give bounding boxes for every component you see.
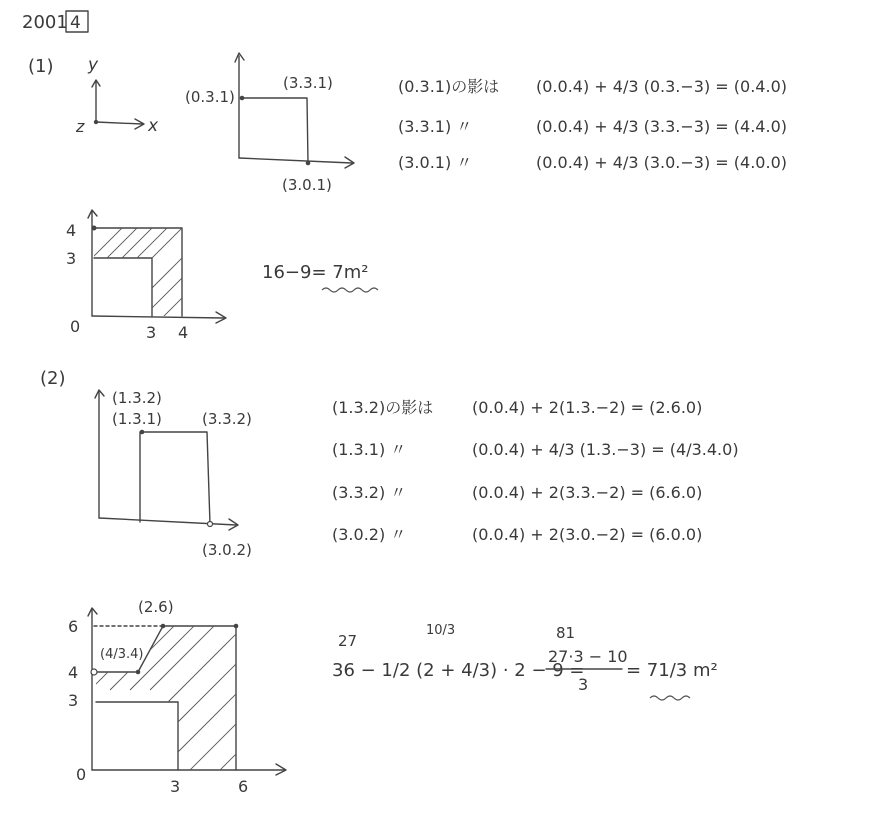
eq2-1-rhs: (0.0.4) + 2(1.3.−2) = (2.6.0) [472,398,703,417]
fig2-tick-x3: 3 [146,323,157,342]
fig2-inner-square [94,258,152,316]
fig1-point-031: (0.3.1) [185,88,235,106]
fig2-tick-y4: 4 [66,221,77,240]
axis-y-label: y [88,55,99,75]
part1-result-underline [322,288,378,292]
eq1-1-lhs: (0.3.1)の影は [398,77,500,96]
fig3-x-axis [99,518,236,525]
year-label: 2001 [22,12,68,33]
fig1-rect-edges [242,98,308,163]
fig3-point-332: (3.3.2) [202,410,252,428]
axis-z-label: z [76,117,85,136]
part2-shadow-figure [88,608,286,790]
fig1-point-331: (3.3.1) [283,74,333,92]
eq2-2-rhs: (0.0.4) + 4/3 (1.3.−3) = (4/3.4.0) [472,440,739,459]
fig4-inner-square [96,702,178,770]
part1-label: (1) [28,56,54,77]
eq2-4-rhs: (0.0.4) + 2(3.0.−2) = (6.0.0) [472,525,703,544]
eq2-3-rhs: (0.0.4) + 2(3.3.−2) = (6.6.0) [472,483,703,502]
annot-10-3: 10/3 [426,623,456,638]
eq2-3-lhs: (3.3.2) 〃 [332,483,407,502]
eq1-1-rhs: (0.0.4) + 4/3 (0.3.−3) = (0.4.0) [536,77,787,96]
part1-shadow-figure [80,210,226,340]
annot-27: 27 [338,632,358,650]
fig2-tick-x4: 4 [178,323,189,342]
area-fraction-den: 3 [578,675,589,694]
part2-label: (2) [40,368,66,389]
fig4-point-4-3-4: (4/3.4) [100,647,144,662]
part1-area-result: 16−9= 7m² [262,262,369,283]
fig3-point-131: (1.3.1) [112,410,162,428]
part2-equations [332,398,739,544]
axes-origin-dot [94,120,98,124]
fig4-outer-right [163,626,236,770]
eq1-2-lhs: (3.3.1) 〃 [398,117,473,136]
fig3-point-132: (1.3.2) [112,389,162,407]
eq2-1-lhs: (1.3.2)の影は [332,398,434,417]
area-fraction-num: 27·3 − 10 [548,647,628,666]
fig4-tick-origin: 0 [76,765,87,784]
annot-81: 81 [556,624,576,642]
area-result-underline [650,696,690,700]
fig1-x-axis [239,158,352,163]
fig4-tick-x6: 6 [238,777,249,796]
problem-number: 4 [70,13,81,33]
area-result: = 71/3 m² [626,660,718,681]
eq1-3-rhs: (0.0.4) + 4/3 (3.0.−3) = (4.0.0) [536,153,787,172]
axis-x-label: x [148,116,159,136]
x-axis-line [96,122,142,124]
fig3-top-right-edges [142,432,210,524]
fig4-tick-y4: 4 [68,663,79,682]
part1-box-figure [235,53,354,168]
fig4-point-26: (2.6) [138,598,174,616]
eq2-2-lhs: (1.3.1) 〃 [332,440,407,459]
fig4-tick-y3: 3 [68,691,79,710]
fig3-point-302: (3.0.2) [202,541,252,559]
fig2-tick-y3: 3 [66,249,77,268]
area-expression: 36 − 1/2 (2 + 4/3) · 2 − 9 = [332,660,585,681]
fig2-tick-origin: 0 [70,317,81,336]
fig4-hatching [90,620,260,790]
eq2-4-lhs: (3.0.2) 〃 [332,525,407,544]
fig4-tick-x3: 3 [170,777,181,796]
eq1-2-rhs: (0.0.4) + 4/3 (3.3.−3) = (4.4.0) [536,117,787,136]
fig1-point-301: (3.0.1) [282,176,332,194]
part2-area-work [332,623,718,700]
fig2-x-axis [92,316,224,318]
eq1-3-lhs: (3.0.1) 〃 [398,153,473,172]
part1-equations [398,77,787,172]
fig4-tick-y6: 6 [68,617,79,636]
part1-axes-sketch [92,80,144,129]
